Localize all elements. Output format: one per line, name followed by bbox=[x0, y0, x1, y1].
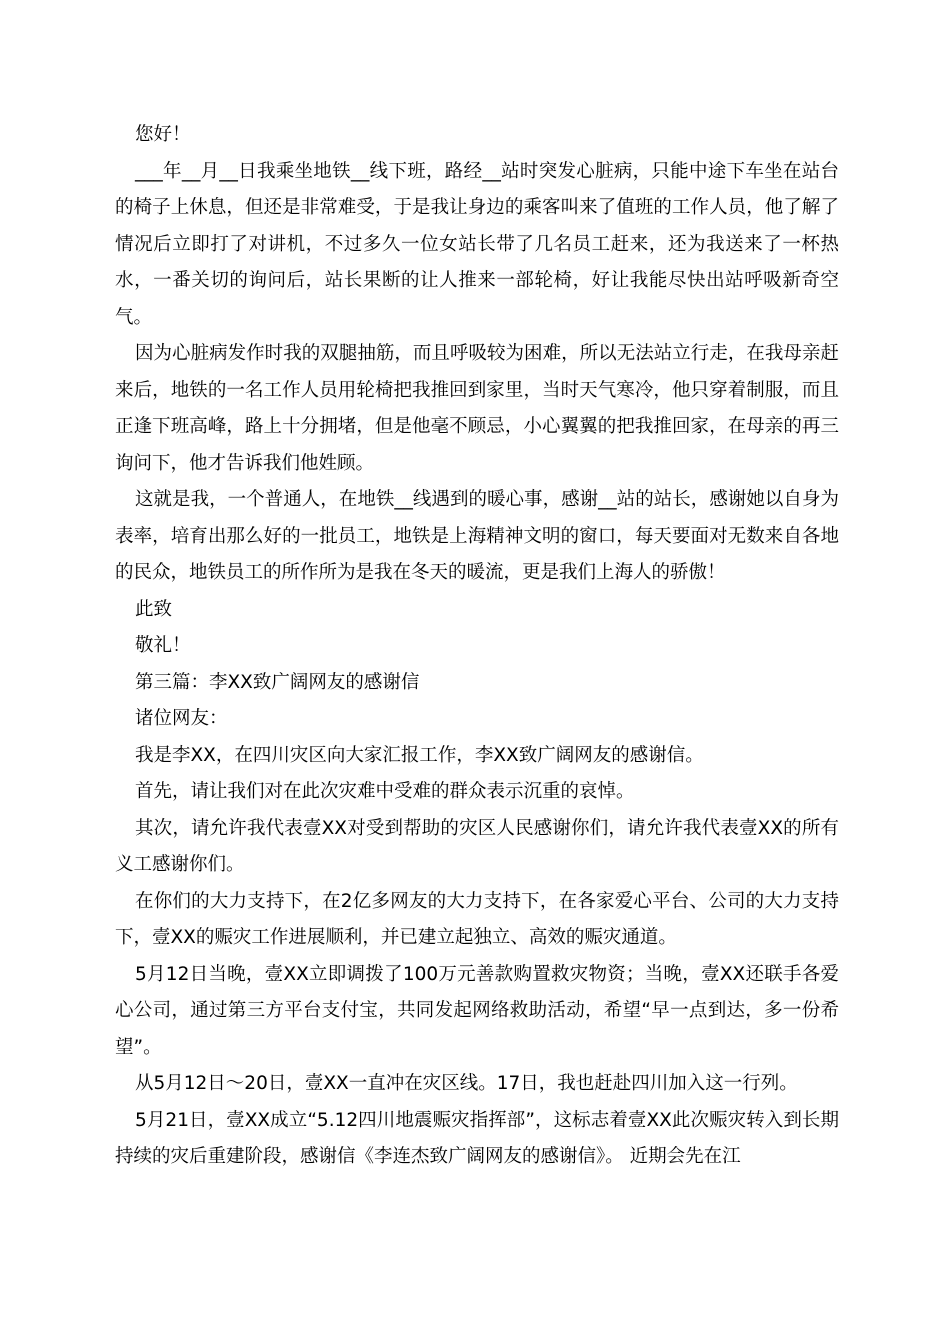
paragraph-incident: ___年__月__日我乘坐地铁__线下班，路经__站时突发心脏病，只能中途下车坐在站台的椅子上休息，但还是非常难受，于是我让身边的乘客叫来了值班的工作人员，他了解了情况后立即打了对讲机，不过多久一位女站长带了几名员工赶来，还为我送来了一杯热水，一番关切的询问后，站长果断的让人推来一部轮椅，好让我能尽快出站呼吸新奇空气。 bbox=[115, 160, 839, 328]
paragraph-thanks: 这就是我，一个普通人，在地铁__线遇到的暖心事，感谢__站的站长，感谢她以自身为表率，培育出那么好的一批员工，地铁是上海精神文明的窗口，每天要面对无数来自各地的民众，地铁员工的所作所为是我在冬天的暖流，更是我们上海人的骄傲！ bbox=[115, 489, 839, 583]
paragraph-may-21: 5月21日，壹XX成立“5.12四川地震赈灾指挥部”，这标志着壹XX此次赈灾转入到长期持续的灾后重建阶段，感谢信《李连杰致广阔网友的感谢信》。 近期会先在江 bbox=[115, 1109, 839, 1167]
section-title: 第三篇：李XX致广阔网友的感谢信 bbox=[135, 671, 420, 693]
paragraph-intro: 我是李XX，在四川灾区向大家汇报工作，李XX致广阔网友的感谢信。 bbox=[135, 744, 704, 766]
paragraph-mourning: 首先，请让我们对在此次灾难中受难的群众表示沉重的哀悼。 bbox=[135, 781, 635, 802]
salutation: 诸位网友： bbox=[135, 708, 228, 729]
document-body bbox=[115, 117, 839, 1176]
paragraph-may-12-20: 从5月12日～20日，壹XX一直冲在灾区线。17日，我也赶赴四川加入这一行列。 bbox=[135, 1073, 798, 1094]
closing-line-1: 此致 bbox=[135, 598, 173, 620]
paragraph-support: 在你们的大力支持下，在2亿多网友的大力支持下，在各家爱心平台、公司的大力支持下，壹XX的赈灾工作进展顺利，并已建立起独立、高效的赈灾通道。 bbox=[115, 890, 839, 948]
closing-line-2: 敬礼！ bbox=[135, 635, 191, 656]
greeting: 您好！ bbox=[135, 124, 191, 145]
paragraph-may-12: 5月12日当晚，壹XX立即调拨了100万元善款购置救灾物资；当晚，壹XX还联手各爱心公司，通过第三方平台支付宝，共同发起网络救助活动，希望“早一点到达，多一份希望”。 bbox=[115, 963, 839, 1058]
paragraph-escort-home: 因为心脏病发作时我的双腿抽筋，而且呼吸较为困难，所以无法站立行走，在我母亲赶来后，地铁的一名工作人员用轮椅把我推回到家里，当时天气寒冷，他只穿着制服，而且正逢下班高峰，路上十分拥堵，但是他毫不顾忌，小心翼翼的把我推回家，在母亲的再三询问下，他才告诉我们他姓顾。 bbox=[115, 343, 839, 474]
paragraph-gratitude: 其次，请允许我代表壹XX对受到帮助的灾区人民感谢你们，请允许我代表壹XX的所有义工感谢你们。 bbox=[115, 817, 839, 875]
